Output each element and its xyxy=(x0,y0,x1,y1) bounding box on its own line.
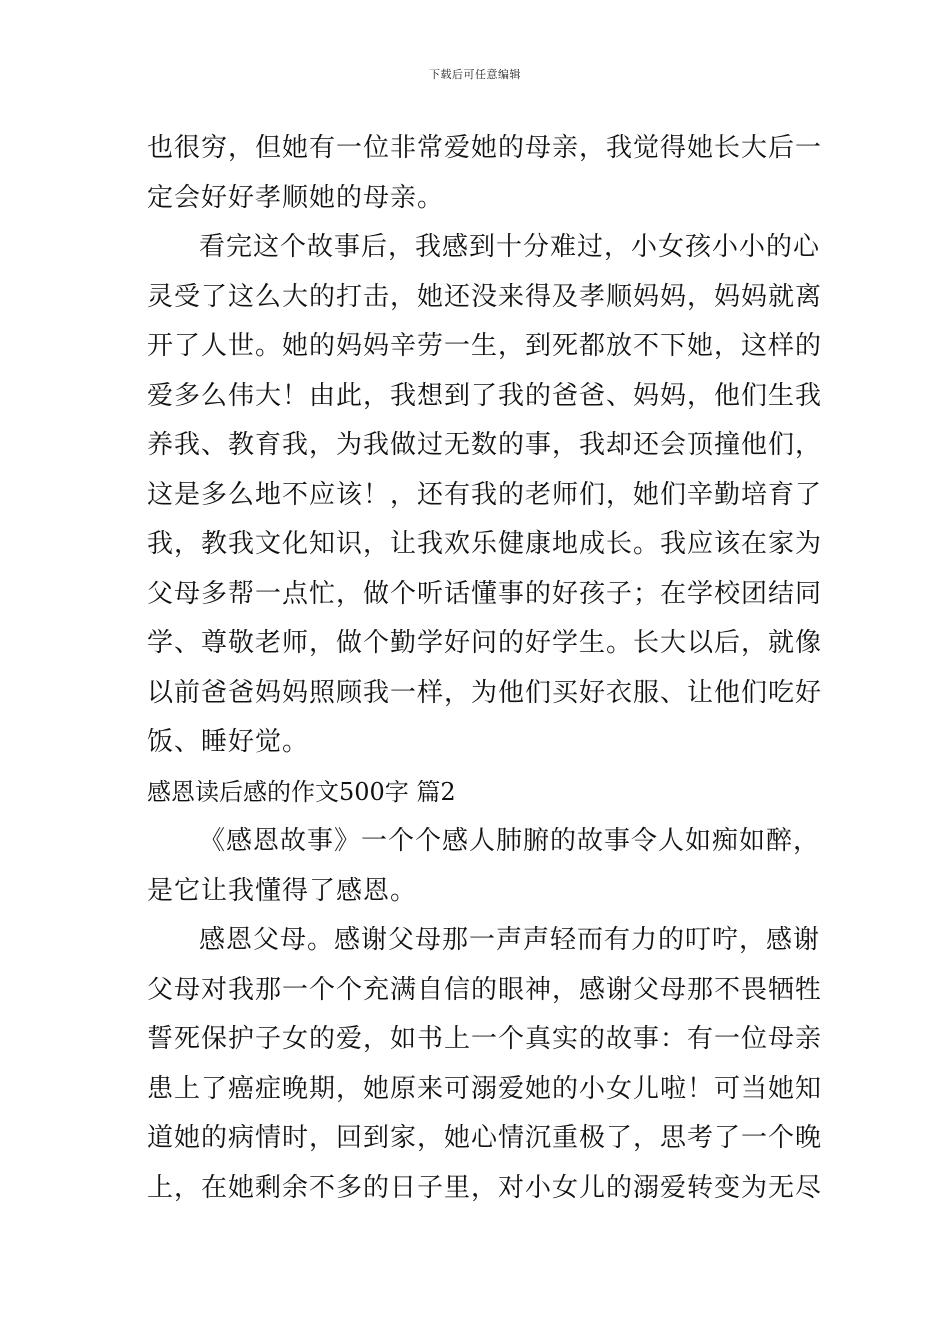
paragraph-line: 以前爸爸妈妈照顾我一样，为他们买好衣服、让他们吃好 xyxy=(147,677,823,708)
page-header: 下载后可任意编辑 xyxy=(429,68,521,81)
paragraph-line: 患上了癌症晚期，她原来可溺爱她的小女儿啦！可当她知 xyxy=(147,1073,823,1104)
paragraph-line: 父母多帮一点忙，做个听话懂事的好孩子；在学校团结同 xyxy=(147,578,823,609)
paragraph-line: 开了人世。她的妈妈辛劳一生，到死都放不下她，这样的 xyxy=(147,331,823,361)
paragraph-line: 誓死保护子女的爱，如书上一个真实的故事：有一位母亲 xyxy=(147,1024,823,1054)
paragraph-line: 感恩父母。感谢父母那一声声轻而有力的叮咛，感谢 xyxy=(199,925,821,955)
document-body xyxy=(147,124,823,1213)
paragraph-line: 养我、教育我，为我做过无数的事，我却还会顶撞他们， xyxy=(147,430,823,460)
paragraph-line: 定会好好孝顺她的母亲。 xyxy=(147,182,445,213)
paragraph-line: 爱多么伟大！由此，我想到了我的爸爸、妈妈，他们生我 xyxy=(147,380,823,411)
paragraph-line: 饭、睡好觉。 xyxy=(147,727,310,757)
section-heading: 感恩读后感的作文500字 篇2 xyxy=(147,777,456,806)
paragraph-line: 是它让我懂得了感恩。 xyxy=(147,875,418,906)
paragraph-line: 上，在她剩余不多的日子里，对小女儿的溺爱转变为无尽 xyxy=(147,1172,823,1203)
paragraph-line: 这是多么地不应该！，还有我的老师们，她们辛勤培育了 xyxy=(147,479,823,510)
paragraph-line: 也很穷，但她有一位非常爱她的母亲，我觉得她长大后一 xyxy=(147,133,823,163)
paragraph-line: 道她的病情时，回到家，她心情沉重极了，思考了一个晚 xyxy=(147,1123,823,1153)
paragraph-line: 父母对我那一个个充满自信的眼神，感谢父母那不畏牺牲 xyxy=(147,974,823,1005)
paragraph-line: 《感恩故事》一个个感人肺腑的故事令人如痴如醉， xyxy=(199,826,821,856)
paragraph-line: 学、尊敬老师，做个勤学好问的好学生。长大以后，就像 xyxy=(147,628,823,658)
paragraph-line: 我，教我文化知识，让我欢乐健康地成长。我应该在家为 xyxy=(147,529,823,559)
paragraph-line: 看完这个故事后，我感到十分难过，小女孩小小的心 xyxy=(199,232,821,262)
paragraph-line: 灵受了这么大的打击，她还没来得及孝顺妈妈，妈妈就离 xyxy=(147,281,823,312)
